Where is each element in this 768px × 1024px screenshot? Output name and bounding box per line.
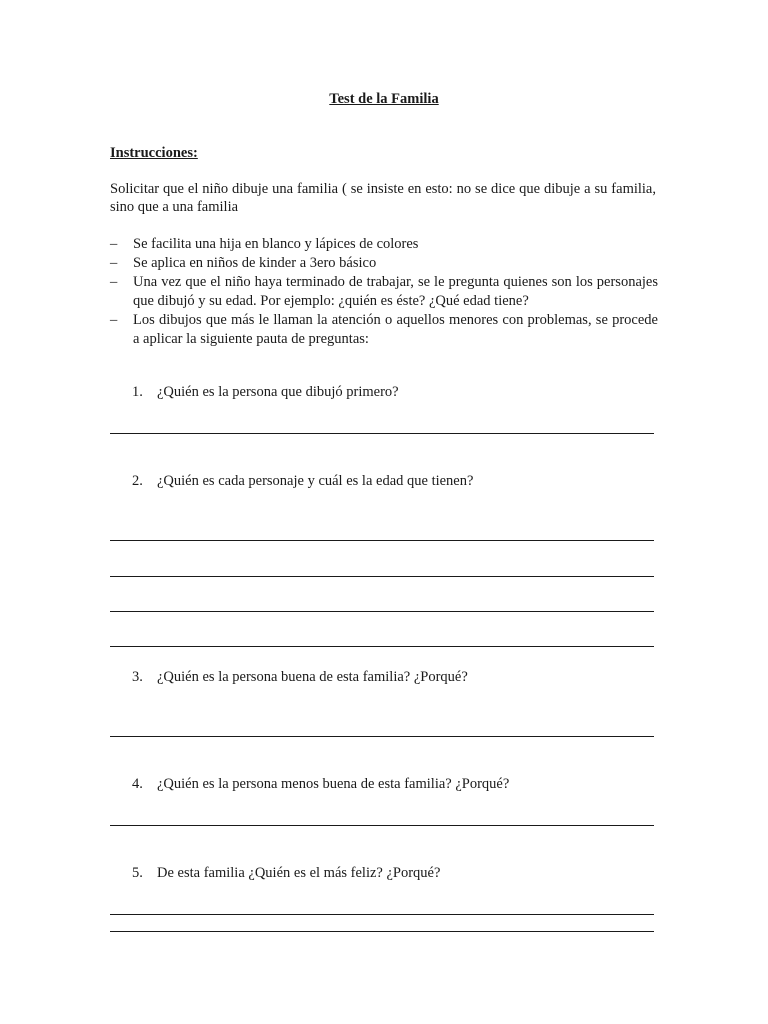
question-3 <box>132 668 468 686</box>
bullet-dash: – <box>110 236 118 252</box>
answer-line <box>110 646 654 647</box>
answer-line <box>110 611 654 612</box>
instruction-text: Una vez que el niño haya terminado de trabajar, se le pregunta quienes son los personajes que dibujó y su edad. Por ejemplo: ¿quién es éste? ¿Qué edad tiene? <box>133 274 658 309</box>
instruction-text: Se aplica en niños de kinder a 3ero básico <box>133 255 377 271</box>
question-text: ¿Quién es la persona que dibujó primero? <box>157 384 399 400</box>
instructions-list <box>110 235 658 349</box>
answer-line <box>110 914 654 915</box>
question-number: 2. <box>132 473 143 489</box>
instruction-item <box>110 273 658 311</box>
bullet-dash: – <box>110 255 118 271</box>
bullet-dash: – <box>110 312 118 328</box>
question-number: 5. <box>132 865 143 881</box>
question-text: ¿Quién es la persona buena de esta familia? ¿Porqué? <box>157 669 468 685</box>
answer-line <box>110 931 654 932</box>
question-number: 4. <box>132 776 143 792</box>
answer-line <box>110 825 654 826</box>
answer-line <box>110 736 654 737</box>
instruction-item <box>110 235 658 254</box>
question-text: ¿Quién es cada personaje y cuál es la edad que tienen? <box>157 473 474 489</box>
question-1 <box>132 383 399 401</box>
answer-line <box>110 433 654 434</box>
question-5 <box>132 864 440 882</box>
question-number: 1. <box>132 384 143 400</box>
bullet-dash: – <box>110 274 118 290</box>
instruction-item <box>110 311 658 349</box>
question-2 <box>132 472 473 490</box>
answer-line <box>110 576 654 577</box>
instruction-text: Los dibujos que más le llaman la atención o aquellos menores con problemas, se procede a aplicar la siguiente pauta de preguntas: <box>133 312 658 347</box>
instruction-item <box>110 254 658 273</box>
question-text: De esta familia ¿Quién es el más feliz? ¿Porqué? <box>157 865 441 881</box>
instructions-heading: Instrucciones: <box>110 145 198 161</box>
intro-paragraph: Solicitar que el niño dibuje una familia ( se insiste en esto: no se dice que dibuje a su familia, sino que a una familia <box>110 181 656 215</box>
document-title: Test de la Familia <box>329 91 439 107</box>
question-4 <box>132 775 509 793</box>
instruction-text: Se facilita una hija en blanco y lápices de colores <box>133 236 419 252</box>
answer-line <box>110 540 654 541</box>
question-text: ¿Quién es la persona menos buena de esta familia? ¿Porqué? <box>157 776 510 792</box>
question-number: 3. <box>132 669 143 685</box>
